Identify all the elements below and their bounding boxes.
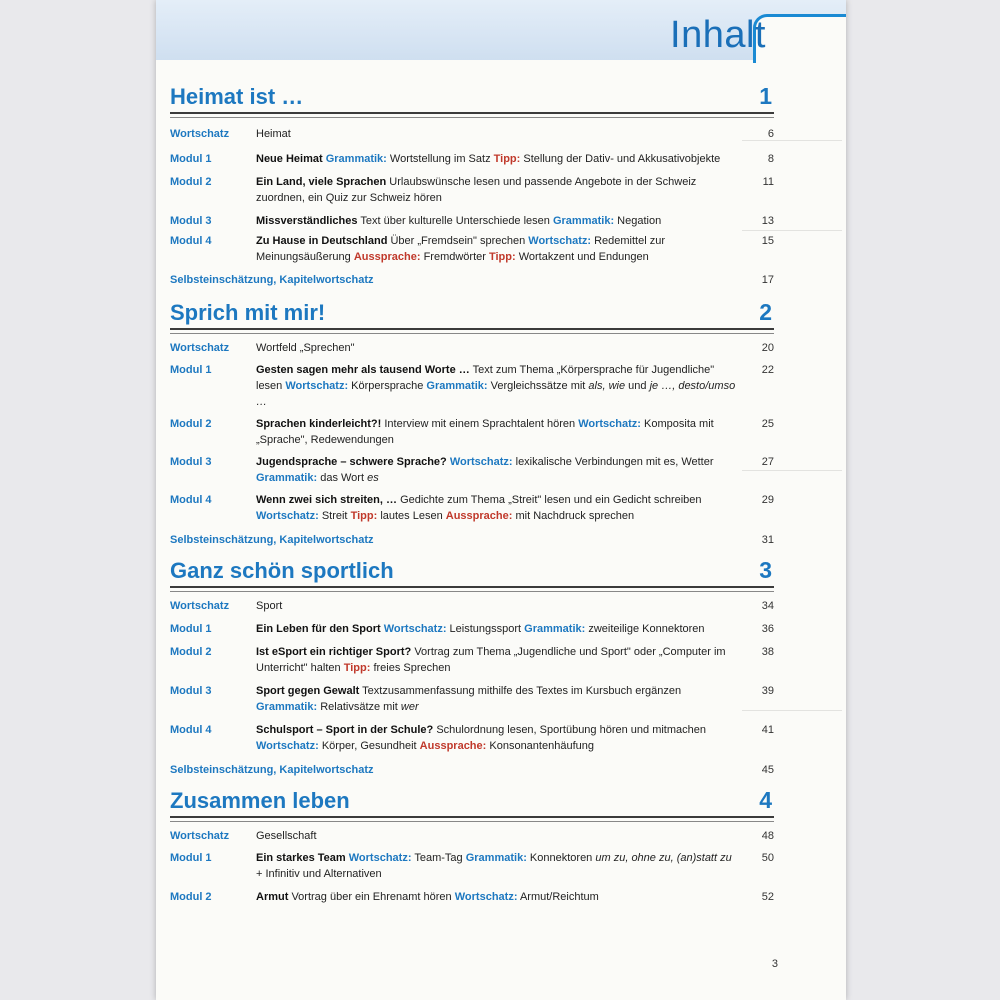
toc-row-modul-2[interactable] (170, 644, 774, 676)
row-label: Modul 1 (170, 364, 212, 376)
row-page: 45 (761, 764, 774, 776)
row-label: Modul 2 (170, 418, 212, 430)
row-label: Modul 2 (170, 176, 212, 188)
chapter-rule (170, 588, 774, 592)
row-content: Ist eSport ein richtiger Sport? Vortrag zum Thema „Jugendliche und Sport" oder „Computer im Unterricht" halten Tipp: freies Sprechen (256, 646, 726, 674)
row-content: Ein Leben für den Sport Wortschatz: Leistungssport Grammatik: zweiteilige Konnektoren (256, 623, 705, 635)
chapter-heading[interactable] (170, 550, 774, 588)
row-label: Modul 3 (170, 456, 212, 468)
chapter-number: 3 (759, 557, 772, 583)
toc-row-modul-4[interactable] (170, 492, 774, 524)
table-of-contents (170, 76, 774, 905)
toc-row-wortschatz[interactable] (170, 828, 774, 844)
row-content: Wenn zwei sich streiten, … Gedichte zum Thema „Streit" lesen und ein Gedicht schreiben Wortschatz: Streit Tipp: lautes Lesen Aussprache: mit Nachdruck sprechen (256, 494, 702, 522)
book-page (156, 0, 846, 1000)
chapter-3 (170, 550, 774, 778)
page-title: Inhalt (670, 14, 766, 56)
row-label: Modul 4 (170, 724, 212, 736)
row-page: 17 (761, 274, 774, 286)
row-content: Ein starkes Team Wortschatz: Team-Tag Grammatik: Konnektoren um zu, ohne zu, (an)statt zu + Infinitiv und Alternativen (256, 852, 732, 880)
chapter-rule (170, 114, 774, 118)
row-label: Modul 3 (170, 685, 212, 697)
toc-row-selbsteinschaetzung[interactable] (170, 762, 774, 778)
chapter-heading[interactable] (170, 292, 774, 330)
row-label: Wortschatz (170, 128, 230, 140)
row-label: Modul 1 (170, 852, 212, 864)
row-page: 48 (761, 830, 774, 842)
chapter-4 (170, 780, 774, 905)
toc-row-modul-4[interactable] (170, 722, 774, 754)
chapter-title: Heimat ist … (170, 84, 304, 109)
row-page: 25 (761, 418, 774, 430)
toc-row-modul-2[interactable] (170, 889, 774, 905)
toc-row-selbsteinschaetzung[interactable] (170, 532, 774, 548)
toc-row-modul-3[interactable] (170, 683, 774, 715)
row-page: 38 (761, 646, 774, 658)
chapter-1 (170, 76, 774, 288)
chapter-2 (170, 292, 774, 548)
toc-row-modul-2[interactable] (170, 416, 774, 448)
row-label: Modul 1 (170, 153, 212, 165)
toc-row-modul-2[interactable] (170, 174, 774, 206)
row-page: 29 (761, 494, 774, 506)
chapter-number: 1 (759, 83, 772, 109)
row-page: 52 (761, 891, 774, 903)
toc-row-modul-1[interactable] (170, 850, 774, 882)
row-page: 31 (761, 534, 774, 546)
row-content: Armut Vortrag über ein Ehrenamt hören Wortschatz: Armut/Reichtum (256, 891, 599, 903)
row-page: 39 (761, 685, 774, 697)
row-label: Wortschatz (170, 830, 230, 842)
toc-row-wortschatz[interactable] (170, 340, 774, 356)
chapter-title: Sprich mit mir! (170, 300, 326, 325)
toc-row-modul-1[interactable] (170, 362, 774, 410)
row-content: Sprachen kinderleicht?! Interview mit einem Sprachtalent hören Wortschatz: Komposita mit „Sprache", Redewendungen (256, 418, 714, 446)
row-page: 11 (762, 176, 774, 188)
chapter-title: Ganz schön sportlich (170, 558, 394, 583)
row-content: Gesten sagen mehr als tausend Worte … Text zum Thema „Körpersprache für Jugendliche" lesen Wortschatz: Körpersprache Grammatik: Vergleichssätze mit als, wie und je …, desto/umso … (256, 364, 736, 408)
row-content: Heimat (256, 128, 291, 140)
row-page: 36 (761, 623, 774, 635)
row-content: Sport gegen Gewalt Textzusammenfassung mithilfe des Textes im Kursbuch ergänzen Grammatik: Relativsätze mit wer (256, 685, 682, 713)
chapter-number: 2 (759, 299, 772, 325)
row-label: Modul 3 (170, 215, 212, 227)
row-page: 15 (761, 235, 774, 247)
row-page: 13 (761, 215, 774, 227)
toc-row-wortschatz[interactable] (170, 598, 774, 614)
row-label: Wortschatz (170, 342, 230, 354)
row-page: 41 (761, 724, 774, 736)
header-tab-decoration (753, 14, 846, 63)
toc-row-wortschatz[interactable] (170, 126, 774, 142)
row-label: Selbsteinschätzung, Kapitelwortschatz (170, 534, 374, 546)
row-label: Selbsteinschätzung, Kapitelwortschatz (170, 764, 374, 776)
row-content: Wortfeld „Sprechen" (256, 342, 355, 354)
toc-row-modul-1[interactable] (170, 621, 774, 637)
row-content: Sport (256, 600, 283, 612)
row-label: Modul 4 (170, 494, 212, 506)
row-content: Neue Heimat Grammatik: Wortstellung im Satz Tipp: Stellung der Dativ- und Akkusativobjekte (256, 153, 721, 165)
row-page: 20 (761, 342, 774, 354)
row-page: 50 (761, 852, 774, 864)
toc-row-modul-1[interactable] (170, 151, 774, 167)
row-page: 27 (761, 456, 774, 468)
row-page: 6 (767, 128, 774, 140)
row-page: 34 (761, 600, 774, 612)
row-content: Missverständliches Text über kulturelle Unterschiede lesen Grammatik: Negation (256, 215, 662, 227)
row-page: 22 (761, 364, 774, 376)
row-content: Gesellschaft (256, 830, 317, 842)
chapter-heading[interactable] (170, 780, 774, 818)
chapter-heading[interactable] (170, 76, 774, 114)
row-label: Wortschatz (170, 600, 230, 612)
chapter-title: Zusammen leben (170, 788, 350, 813)
toc-row-modul-4[interactable] (170, 233, 774, 265)
chapter-number: 4 (759, 787, 772, 813)
row-content: Jugendsprache – schwere Sprache? Wortschatz: lexikalische Verbindungen mit es, Wetter Grammatik: das Wort es (256, 456, 714, 484)
row-page: 8 (767, 153, 774, 165)
row-label: Modul 4 (170, 235, 212, 247)
chapter-rule (170, 818, 774, 822)
row-label: Modul 1 (170, 623, 212, 635)
row-content: Ein Land, viele Sprachen Urlaubswünsche lesen und passende Angebote in der Schweiz zuordnen, ein Quiz zur Schweiz hören (256, 176, 697, 204)
row-content: Zu Hause in Deutschland Über „Fremdsein" sprechen Wortschatz: Redemittel zur Meinungsäußerung Aussprache: Fremdwörter Tipp: Wortakzent und Endungen (256, 235, 666, 263)
toc-row-selbsteinschaetzung[interactable] (170, 272, 774, 288)
row-label: Selbsteinschätzung, Kapitelwortschatz (170, 274, 374, 286)
toc-row-modul-3[interactable] (170, 213, 774, 229)
toc-row-modul-3[interactable] (170, 454, 774, 486)
row-label: Modul 2 (170, 646, 212, 658)
chapter-rule (170, 330, 774, 334)
row-label: Modul 2 (170, 891, 212, 903)
page-number: 3 (771, 958, 778, 970)
row-content: Schulsport – Sport in der Schule? Schulordnung lesen, Sportübung hören und mitmachen Wortschatz: Körper, Gesundheit Aussprache: Konsonantenhäufung (256, 724, 706, 752)
